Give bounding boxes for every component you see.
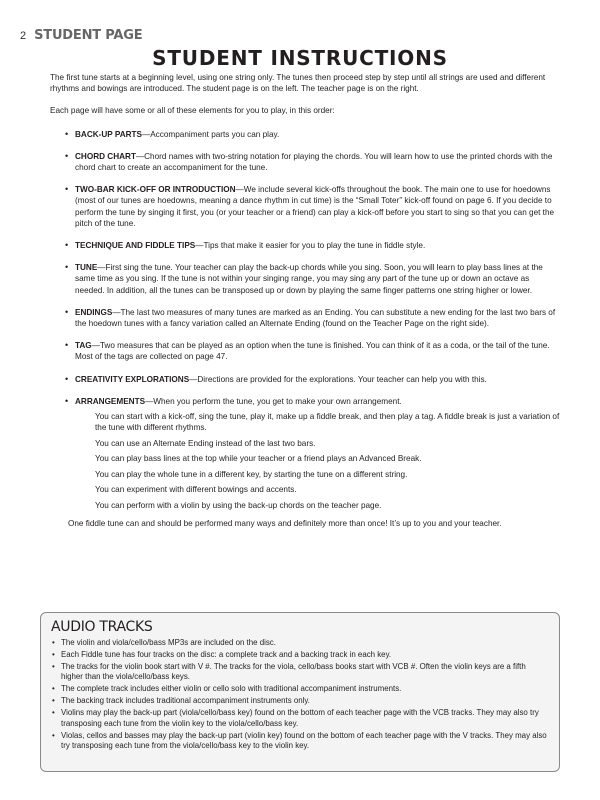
element-arrangements	[75, 396, 560, 511]
audio-item: • The complete track includes either violin or cello solo with traditional accompaniment instruments.	[61, 684, 549, 694]
audio-item: • Violins may play the back-up part (viola/cello/bass key) found on the bottom of each teacher page with the VCB tracks. They may also try transposing each tune from the violin key to the viola/cello/bass key.	[61, 708, 549, 729]
audio-tracks-box	[40, 612, 560, 772]
element-kick-off	[75, 184, 560, 229]
element-endings	[75, 307, 560, 329]
arrangement-option: You can perform with a violin by using the back-up chords on the teacher page.	[95, 500, 382, 510]
element-text: —Chord names with two-string notation for playing the chords. You will learn how to use the printed chords with the chord chart to create an accompaniment for the tune.	[75, 151, 553, 173]
section-label: STUDENT PAGE	[34, 28, 143, 43]
arrangement-option: You can experiment with different bowings and accents.	[95, 485, 297, 495]
audio-tracks-list	[51, 638, 549, 752]
audio-tracks-title: AUDIO TRACKS	[51, 619, 153, 635]
closing-note: One fiddle tune can and should be performed many ways and definitely more than once! It’s up to you and your teacher.	[68, 518, 502, 528]
element-technique-tips	[75, 240, 560, 251]
audio-item: • Violas, cellos and basses may play the back-up part (violin key) found on the bottom of each teacher page with the V tracks. They may also try transposing each tune from the viola/cello/bass key to the violin key.	[61, 731, 549, 752]
element-text: —We include several kick-offs throughout the book. The main one to use for hoedowns (most of our tunes are hoedowns, meaning a dance rhythm in cut time) is the “Small Toter” kick-off found on page 6. If you decide to perform the tune by singing it first, you (or your teacher or a friend) can play a kick-off before you start to sing so that you can get the pitch of the tune.	[75, 185, 555, 228]
element-text: —Accompaniment parts you can play.	[142, 129, 280, 139]
page-number: 2	[20, 30, 27, 42]
audio-item: • The backing track includes traditional accompaniment instruments only.	[61, 696, 549, 706]
instructions-body	[50, 72, 560, 529]
audio-item: • The tracks for the violin book start with V #. The tracks for the viola, cello/bass books start with VCB #. Often the violin keys are a fifth higher than the viola/cello/bass keys.	[61, 662, 549, 683]
element-tune	[75, 262, 560, 296]
page-header	[20, 28, 142, 46]
audio-item: • The violin and viola/cello/bass MP3s are included on the disc.	[61, 638, 549, 648]
element-label: ARRANGEMENTS	[75, 396, 146, 406]
element-creativity	[75, 374, 560, 385]
arrangement-option: You can play the whole tune in a different key, by starting the tune on a different string.	[95, 469, 408, 479]
element-label: CREATIVITY EXPLORATIONS	[75, 374, 190, 384]
element-label: CHORD CHART	[75, 151, 136, 161]
element-text: —Directions are provided for the explorations. Your teacher can help you with this.	[189, 374, 487, 384]
arrangement-option: You can start with a kick-off, sing the tune, play it, make up a fiddle break, and then play a tag. A fiddle break is just a variation of the tune with different rhythms.	[95, 412, 560, 433]
elements-intro: Each page will have some or all of these elements for you to play, in this order:	[50, 106, 335, 116]
page-title: STUDENT INSTRUCTIONS	[152, 46, 448, 70]
elements-list	[50, 129, 560, 511]
element-text: —Two measures that can be played as an option when the tune is finished. You can think of it as a coda, or the tail of the tune. Most of the tags are collected on page 47.	[75, 341, 550, 362]
element-label: TAG	[75, 341, 92, 351]
element-chord-chart	[75, 151, 560, 173]
element-text: —The last two measures of many tunes are marked as an Ending. You can substitute a new ending for the last two bars of the hoedown tunes with a fancy variation called an Alternate Ending (found on the Teacher Page on the right side).	[75, 307, 556, 329]
element-text: —Tips that make it easier for you to play the tune in fiddle style.	[195, 241, 426, 251]
element-label: TUNE	[75, 263, 98, 273]
audio-item: • Each Fiddle tune has four tracks on the disc: a complete track and a backing track in each key.	[61, 650, 549, 660]
intro-paragraph: The first tune starts at a beginning level, using one string only. The tunes then proceed step by step until all strings are used and different rhythms and bowings are introduced. The student page is on the left. The teacher page is on the right.	[50, 73, 546, 94]
element-text: —First sing the tune. Your teacher can play the back-up chords while you sing. Soon, you will learn to play bass lines at the same time as you sing. If the tune is not within your singing range, you may sing any part of the tune up or down an octave as needed. In addition, all the tunes can be transposed up or down by playing the same finger patterns one string higher or lower.	[75, 263, 543, 295]
element-label: ENDINGS	[75, 307, 113, 317]
arrangement-options	[95, 411, 560, 511]
arrangement-option: You can play bass lines at the top while your teacher or a friend plays an Advanced Break.	[95, 454, 422, 464]
arrangement-option: You can use an Alternate Ending instead of the last two bars.	[95, 438, 316, 448]
element-back-up-parts	[75, 129, 560, 140]
element-label: TWO-BAR KICK-OFF OR INTRODUCTION	[75, 185, 236, 195]
element-tag	[75, 340, 560, 362]
element-label: BACK-UP PARTS	[75, 129, 143, 139]
element-label: TECHNIQUE AND FIDDLE TIPS	[75, 241, 196, 251]
element-text: —When you perform the tune, you get to make your own arrangement.	[145, 396, 402, 406]
